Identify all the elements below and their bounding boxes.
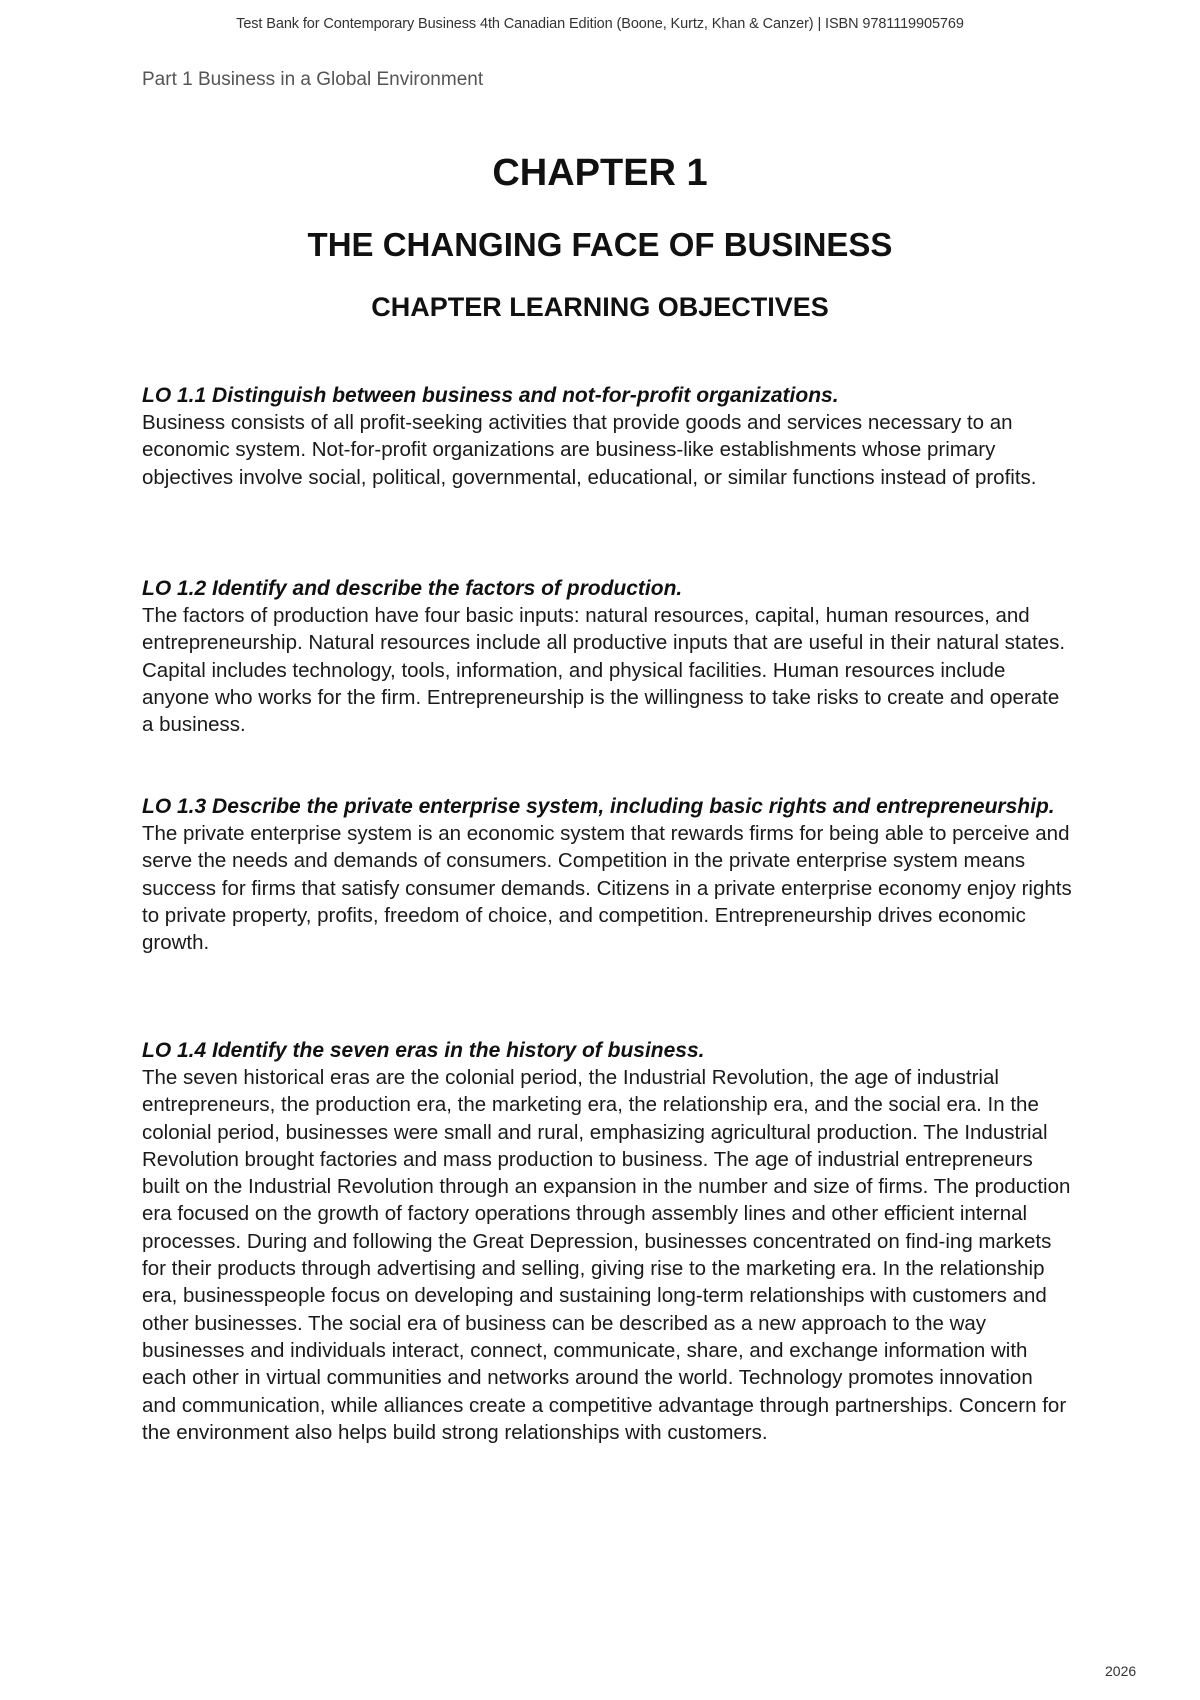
running-header-text: Part 1 Business in a Global Environment: [142, 69, 484, 90]
objective-body: Business consists of all profit-seeking activities that provide goods and services necessary to an economic system. Not-for-profit organizations are business-like establishments whose primary objectives involve social, political, governmental, educational, or similar functions instead of profits.: [142, 411, 1037, 489]
chapter-title: THE CHANGING FACE OF BUSINESS: [307, 226, 893, 263]
learning-objective-1-3: [142, 793, 1072, 956]
objective-heading: LO 1.4 Identify the seven eras in the history of business.: [142, 1039, 705, 1062]
objective-heading: LO 1.3 Describe the private enterprise system, including basic rights and entrepreneurship.: [142, 795, 1055, 818]
document-banner: Test Bank for Contemporary Business 4th Canadian Edition (Boone, Kurtz, Khan & Canzer) | ISBN 9781119905769: [236, 16, 964, 32]
chapter-number: CHAPTER 1: [492, 152, 708, 194]
learning-objective-1-2: [142, 575, 1072, 738]
objective-heading: LO 1.1 Distinguish between business and not-for-profit organizations.: [142, 384, 839, 407]
objective-body: The factors of production have four basic inputs: natural resources, capital, human resources, and entrepreneurship. Natural resources include all productive inputs that are useful in their natural states. Capital includes technology, tools, information, and physical facilities. Human resources include anyone who works for the firm. Entrepreneurship is the willingness to take risks to create and operate a business.: [142, 604, 1066, 737]
objectives-heading: CHAPTER LEARNING OBJECTIVES: [371, 292, 829, 322]
learning-objective-1-1: [142, 382, 1072, 491]
running-header: [142, 69, 484, 98]
page-number: 2026: [1105, 1663, 1137, 1679]
objective-body: The seven historical eras are the colonial period, the Industrial Revolution, the age of industrial entrepreneurs, the production era, the marketing era, the relationship era, and the social era. In the colonial period, businesses were small and rural, emphasizing agricultural production. The Industrial Revolution brought factories and mass production to business. The age of industrial entrepreneurs built on the Industrial Revolution through an expansion in the number and size of firms. The production era focused on the growth of factory operations through assembly lines and other efficient internal processes. During and following the Great Depression, businesses concentrated on find-ing markets for their products through advertising and selling, giving rise to the marketing era. In the relationship era, businesspeople focus on developing and sustaining long-term relationships with customers and other businesses. The social era of business can be described as a new approach to the way businesses and individuals interact, connect, communicate, share, and exchange information with each other in virtual communities and networks around the world. Technology promotes innovation and communication, while alliances create a competitive advantage through partnerships. Concern for the environment also helps build strong relationships with customers.: [142, 1066, 1071, 1444]
objective-heading: LO 1.2 Identify and describe the factors of production.: [142, 577, 683, 600]
learning-objective-1-4: [142, 1037, 1072, 1446]
objective-body: The private enterprise system is an economic system that rewards firms for being able to perceive and serve the needs and demands of consumers. Competition in the private enterprise system means success for firms that satisfy consumer demands. Citizens in a private enterprise economy enjoy rights to private property, profits, freedom of choice, and competition. Entrepreneurship drives economic growth.: [142, 822, 1072, 955]
